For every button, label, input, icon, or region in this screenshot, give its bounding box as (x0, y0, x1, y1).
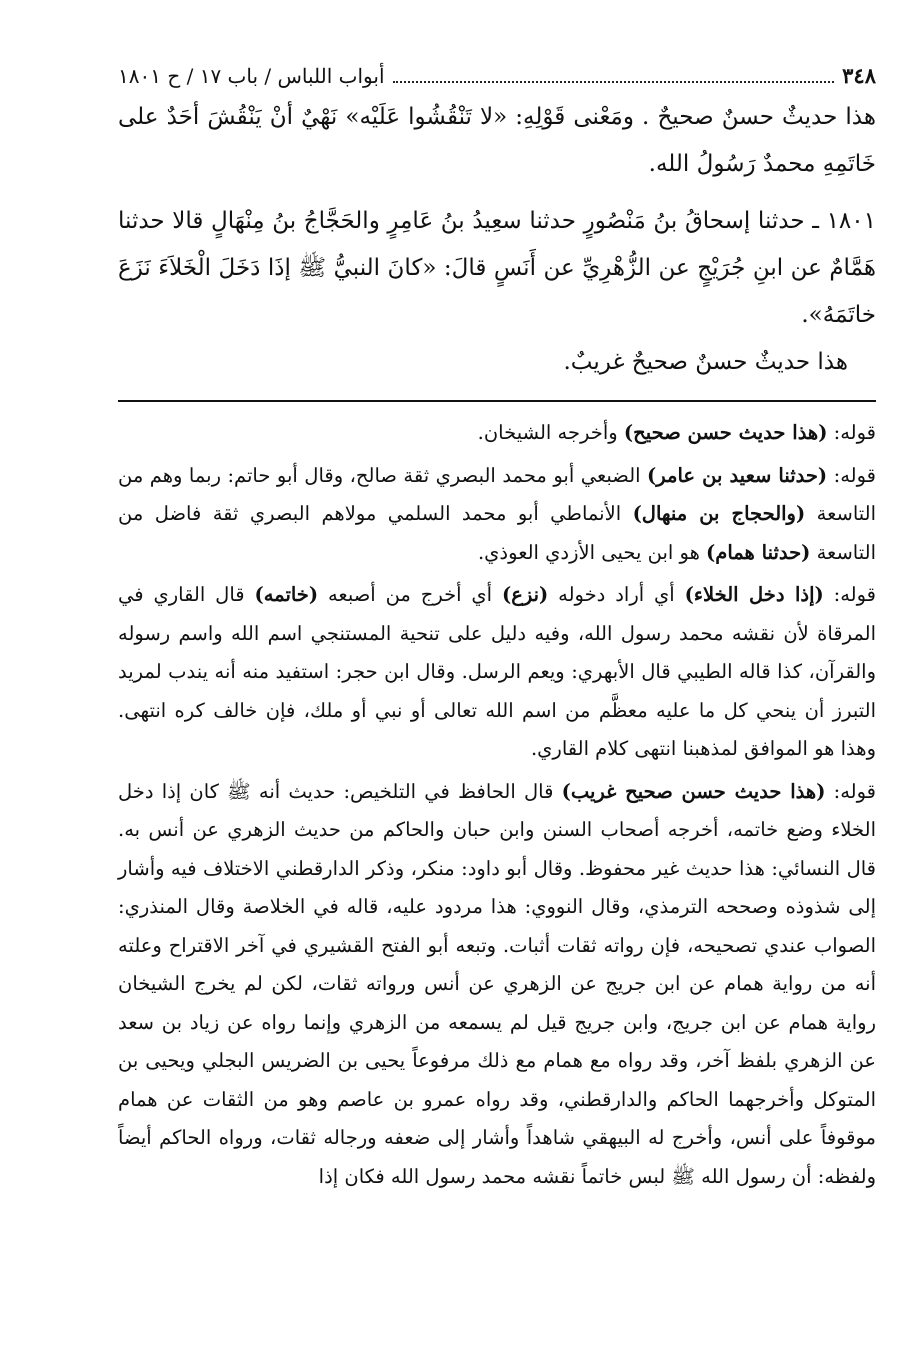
hadith-text-section (118, 94, 876, 386)
commentary-paragraph-1 (118, 414, 876, 453)
commentary-section (118, 414, 876, 1196)
commentary-prefix: قوله: (827, 463, 876, 487)
commentary-prefix: قوله: (823, 583, 877, 606)
commentary-body: أي أراد دخوله (548, 583, 685, 606)
commentary-prefix: قوله: (825, 779, 876, 803)
commentary-prefix: قوله: (827, 421, 876, 444)
page-number: ٣٤٨ (842, 63, 876, 88)
commentary-quote: (إذا دخل الخلاء) (684, 583, 824, 606)
commentary-body: قال الحافظ في التلخيص: حديث أنه ﷺ كان إذا دخل الخلاء وضع خاتمه، أخرجه أصحاب السنن وابن حبان والحاكم من حديث الزهري عن أنس به. قال النسائي: هذا حديث غير محفوظ. وقال أبو داود: منكر، وذكر الدارقطني الاختلاف فيه وأشار إلى شذوذه وصححه الترمذي، وقال النووي: هذا مردود عليه، قاله في الخلاصة وقال المنذري: الصواب عندي تصحيحه، فإن رواته ثقات أثبات. وتبعه أبو الفتح القشيري في آخر الاقتراح وعلته أنه من رواية همام عن ابن جريج عن الزهري عن أنس ورواته ثقات، لكن لم يخرج الشيخان رواية همام عن ابن جريج، وابن جريج قيل لم يسمعه من الزهري وإنما رواه عن زياد بن سعد عن الزهري بلفظ آخر، وقد رواه مع همام مع ذلك مرفوعاً يحيى بن الضريس البجلي ويحيى بن المتوكل وأخرجهما الحاكم والدارقطني، وقد رواه عمرو بن عاصم وهو من الثقات عن همام موقوفاً على أنس، وأخرج له البيهقي شاهداً وأشار إلى ضعفه ورجاله ثقات، ورواه الحاكم أيضاً ولفظه: أن رسول الله ﷺ لبس خاتماً نقشه محمد رسول الله فكان إذا (118, 779, 876, 1188)
commentary-body: أي أخرج من أصبعه (318, 583, 502, 606)
hadith-1801: ١٨٠١ ـ حدثنا إسحاقُ بنُ مَنْصُورٍ حدثنا سعِيدُ بنُ عَامِرٍ والحَجَّاجُ بنُ مِنْهَالٍ قالا حدثنا هَمَّامٌ عن ابنِ جُرَيْجٍ عن الزُّهْرِيِّ عن أَنَسٍ قالَ: «كانَ النبيُّ ﷺ إذَا دَخَلَ الْخَلاَءَ نَزَعَ خاتَمَهُ». (118, 208, 876, 328)
commentary-body: الأنماطي أبو محمد السلمي مولاهم البصري ثقة فاضل من التاسعة (118, 502, 876, 564)
commentary-quote: (هذا حديث حسن صحيح غريب) (561, 779, 826, 803)
commentary-paragraph-3 (118, 576, 876, 769)
commentary-quote: (والحجاج بن منهال) (632, 502, 806, 525)
commentary-quote: (حدثنا همام) (706, 540, 811, 564)
page-header (118, 58, 876, 94)
commentary-body: قال القاري في المرقاة لأن نقشه محمد رسول الله، وفيه دليل على تنحية المستنجي اسم الله واسم رسوله والقرآن، كذا قاله الطيبي قال الأبهري: ويعم الرسل. وقال ابن حجر: استفيد منه أنه يندب لمريد التبرز أن ينحي كل ما عليه معظَّم من اسم الله تعالى أو نبي أو ملك، فإن خالف كره انتهى. وهذا هو الموافق لمذهبنا انتهى كلام القاري. (118, 583, 876, 760)
commentary-quote: (خاتمه) (254, 583, 319, 606)
commentary-quote: (حدثنا سعيد بن عامر) (647, 463, 828, 487)
footnote-divider (118, 400, 876, 402)
previous-hadith-grading: هذا حديثٌ حسنٌ صحيحٌ . ومَعْنى قَوْلِهِ: «لا تَنْقُشُوا عَلَيْه» نَهْيٌ أنْ يَنْقُشَ أحَدٌ على خَاتَمِهِ محمدٌ رَسُولُ الله. (118, 104, 876, 177)
commentary-quote: (هذا حديث حسن صحيح) (623, 421, 828, 444)
commentary-paragraph-2 (118, 457, 876, 573)
hadith-grading: هذا حديثٌ حسنٌ صحيحٌ غريبٌ. (563, 349, 848, 375)
commentary-body: الضبعي أبو محمد البصري ثقة صالح، وقال أبو حاتم: ربما وهم من التاسعة (118, 463, 876, 525)
book-page (118, 58, 876, 1308)
commentary-paragraph-4 (118, 773, 876, 1197)
running-title: أبواب اللباس / باب ١٧ / ح ١٨٠١ (118, 64, 385, 88)
commentary-body: وأخرجه الشيخان. (477, 421, 624, 444)
dotted-leader (393, 61, 835, 83)
commentary-body: هو ابن يحيى الأزدي العوذي. (477, 540, 707, 564)
commentary-quote: (نزع) (501, 583, 549, 606)
